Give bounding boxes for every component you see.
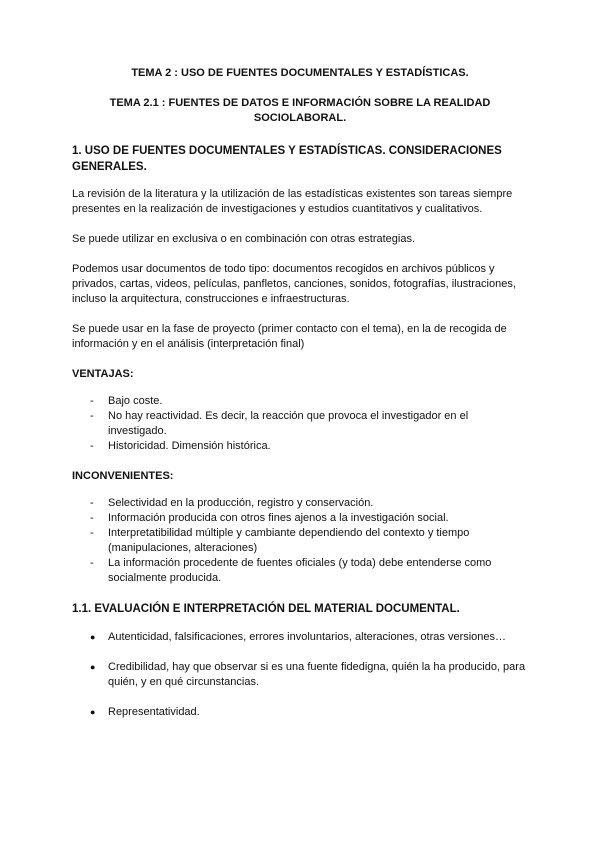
paragraph-document-types: Podemos usar documentos de todo tipo: documentos recogidos en archivos públicos y privados, cartas, videos, películas, panfletos, canciones, sonidos, fotografías, ilustraciones, incluso la arquitectura, construcciones e infraestructuras.	[72, 263, 516, 305]
list-item	[72, 660, 528, 690]
list-item	[72, 526, 528, 556]
list-item-text: Representatividad.	[108, 706, 200, 718]
list-item-text: No hay reactividad. Es decir, la reacción que provoca el investigador en el investigado.	[108, 410, 469, 437]
dash-marker: -	[90, 557, 94, 569]
list-item	[72, 496, 528, 511]
list-item	[72, 511, 528, 526]
list-item	[72, 394, 528, 409]
paragraph-phases: Se puede usar en la fase de proyecto (primer contacto con el tema), en la de recogida de información y en el análisis (interpretación final)	[72, 323, 507, 350]
list-item-text: Interpretatibilidad múltiple y cambiante dependiendo del contexto y tiempo (manipulaciones, alteraciones)	[108, 527, 470, 554]
section-1-1-heading: 1.1. EVALUACIÓN E INTERPRETACIÓN DEL MATERIAL DOCUMENTAL.	[72, 603, 460, 615]
bullet-marker: ●	[90, 662, 96, 672]
dash-marker: -	[90, 395, 94, 407]
inconvenientes-list	[72, 496, 528, 586]
dash-marker: -	[90, 440, 94, 452]
evaluation-list	[72, 630, 528, 720]
list-item	[72, 630, 528, 645]
ventajas-list	[72, 394, 528, 454]
list-item-text: Información producida con otros fines ajenos a la investigación social.	[108, 512, 449, 524]
list-item-text: Credibilidad, hay que observar si es una fuente fidedigna, quién la ha producido, para quién, y en qué circunstancias.	[108, 661, 526, 688]
inconvenientes-label: INCONVENIENTES:	[72, 470, 174, 482]
dash-marker: -	[90, 497, 94, 509]
document-title: TEMA 2 : USO DE FUENTES DOCUMENTALES Y ESTADÍSTICAS.	[131, 67, 469, 79]
bullet-marker: ●	[90, 707, 96, 717]
list-item-text: Autenticidad, falsificaciones, errores involuntarios, alteraciones, otras versiones…	[108, 631, 507, 643]
document-page	[72, 66, 528, 735]
list-item	[72, 409, 528, 439]
paragraph-literature: La revisión de la literatura y la utilización de las estadísticas existentes son tareas siempre presentes en la realización de investigaciones y estudios cuantitativos y cualitativos.	[72, 188, 513, 215]
list-item-text: Selectividad en la producción, registro y conservación.	[108, 497, 374, 509]
list-item	[72, 439, 528, 454]
ventajas-label: VENTAJAS:	[72, 368, 134, 380]
paragraph-usage: Se puede utilizar en exclusiva o en combinación con otras estrategias.	[72, 233, 416, 245]
list-item-text: Bajo coste.	[108, 395, 163, 407]
list-item-text: La información procedente de fuentes oficiales (y toda) debe entenderse como socialmente producida.	[108, 557, 492, 584]
bullet-marker: ●	[90, 632, 96, 642]
list-item-text: Historicidad. Dimensión histórica.	[108, 440, 271, 452]
dash-marker: -	[90, 527, 94, 539]
list-item	[72, 705, 528, 720]
document-subtitle: TEMA 2.1 : FUENTES DE DATOS E INFORMACIÓN SOBRE LA REALIDAD SOCIOLABORAL.	[109, 97, 491, 124]
list-item	[72, 556, 528, 586]
dash-marker: -	[90, 512, 94, 524]
dash-marker: -	[90, 410, 94, 422]
section-1-heading: 1. USO DE FUENTES DOCUMENTALES Y ESTADÍSTICAS. CONSIDERACIONES GENERALES.	[72, 145, 502, 173]
